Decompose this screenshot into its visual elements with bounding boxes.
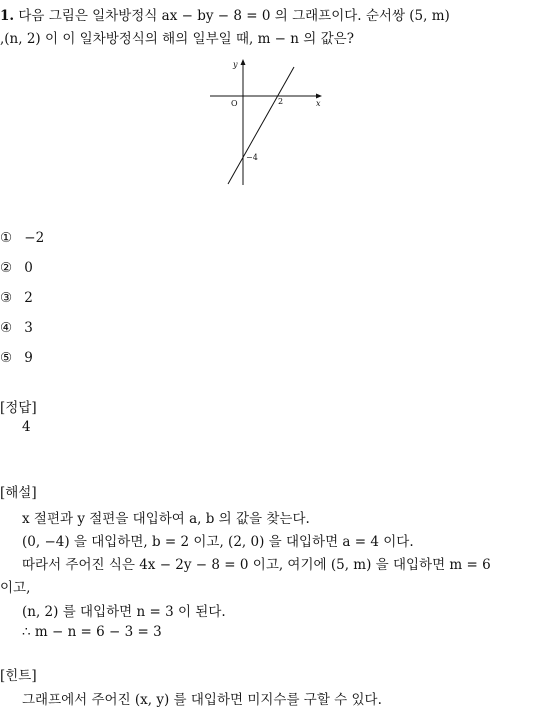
option-4-value: 3 <box>24 320 33 336</box>
option-3-value: 2 <box>24 290 33 306</box>
answer-heading: [정답] <box>0 400 37 416</box>
answer-value: 4 <box>22 419 31 435</box>
y-axis-label: y <box>233 60 238 69</box>
question-text-1: 다음 그림은 일차방정식 ax − by − 8 = 0 의 그래프이다. 순서쌍 (5, m) <box>18 8 450 24</box>
option-4[interactable] <box>0 320 33 336</box>
question-number: 1. <box>0 8 15 24</box>
option-5[interactable] <box>0 350 33 366</box>
x-intercept-label: 2 <box>278 97 284 106</box>
explanation-line-4: 이고, <box>0 580 31 596</box>
explanation-line-5: (n, 2) 를 대입하면 n = 3 이 된다. <box>22 604 226 620</box>
option-2-value: 0 <box>24 260 33 276</box>
x-axis-arrow-icon <box>316 94 322 99</box>
option-2-mark: ② <box>0 260 13 276</box>
option-5-mark: ⑤ <box>0 350 13 366</box>
origin-label: O <box>231 99 238 108</box>
graph-line <box>228 67 294 184</box>
option-2[interactable] <box>0 260 33 276</box>
explanation-line-2: (0, −4) 을 대입하면, b = 2 이고, (2, 0) 을 대입하면 a = 4 이다. <box>22 534 414 550</box>
linear-equation-graph <box>0 0 534 200</box>
x-axis-label: x <box>316 99 321 108</box>
option-5-value: 9 <box>24 350 33 366</box>
y-axis-arrow-icon <box>241 59 246 65</box>
explanation-line-3: 따라서 주어진 식은 4x − 2y − 8 = 0 이고, 여기에 (5, m) 을 대입하면 m = 6 <box>22 557 491 573</box>
hint-heading: [힌트] <box>0 668 37 684</box>
hint-text: 그래프에서 주어진 (x, y) 를 대입하면 미지수를 구할 수 있다. <box>22 692 382 708</box>
option-1-value: −2 <box>24 230 45 246</box>
question-text-2: ,(n, 2) 이 이 일차방정식의 해의 일부일 때, m − n 의 값은? <box>0 31 354 47</box>
option-1-mark: ① <box>0 230 13 246</box>
option-3[interactable] <box>0 290 33 306</box>
explanation-line-1: x 절편과 y 절편을 대입하여 a, b 의 값을 찾는다. <box>22 511 310 527</box>
y-intercept-label: −4 <box>246 153 258 162</box>
option-1[interactable] <box>0 230 44 246</box>
explanation-line-6: ∴ m − n = 6 − 3 = 3 <box>22 624 162 640</box>
option-4-mark: ④ <box>0 320 13 336</box>
option-3-mark: ③ <box>0 290 13 306</box>
explanation-heading: [해설] <box>0 485 37 501</box>
